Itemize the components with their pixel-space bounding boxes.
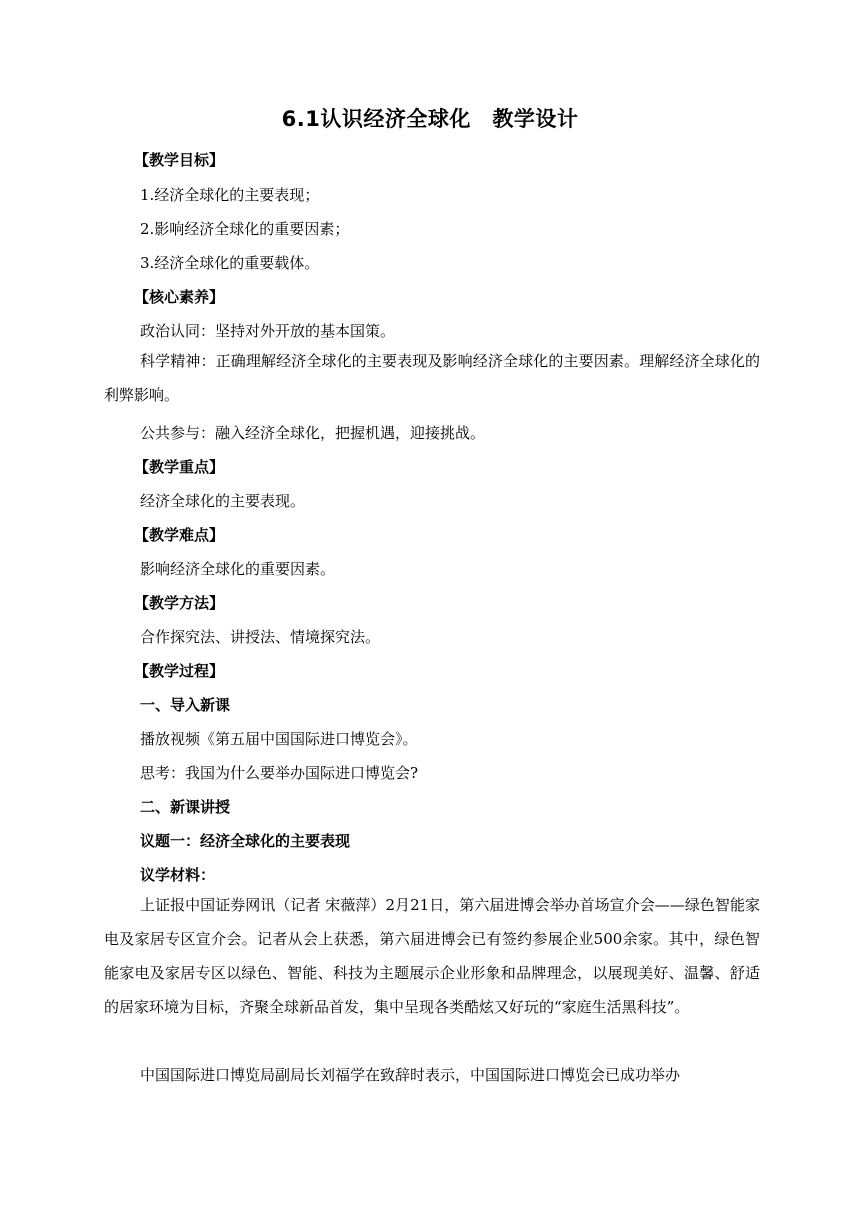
page-title: 6.1认识经济全球化 教学设计	[281, 107, 579, 131]
methods-heading: 【教学方法】	[134, 594, 225, 612]
objective-item: 3.经济全球化的重要载体。	[140, 254, 320, 272]
literacy-heading: 【核心素养】	[134, 288, 225, 306]
topic1-heading: 议题一：经济全球化的主要表现	[140, 832, 351, 850]
process-heading: 【教学过程】	[134, 662, 225, 680]
new-lesson-heading: 二、新课讲授	[140, 798, 231, 816]
intro-question: 思考：我国为什么要举办国际进口博览会?	[140, 764, 419, 782]
material-paragraph: 中国国际进口博览局副局长刘福学在致辞时表示，中国国际进口博览会已成功举办	[140, 1066, 681, 1084]
objective-item: 2.影响经济全球化的重要因素；	[140, 220, 350, 238]
material-paragraph: 上证报中国证券网讯（记者 宋薇萍）2月21日，第六届进博会举办首场宣介会——绿色智能家电及家居专区宣介会。记者从会上获悉，第六届进博会已有签约参展企业500余家。其中，绿色智能家电及家居专区以绿色、智能、科技为主题展示企业形象和品牌理念，以展现美好、温馨、舒适的居家环境为目标，齐聚全球新品首发，集中呈现各类酷炫又好玩的“家庭生活黑科技”。	[104, 896, 760, 1016]
objectives-heading: 【教学目标】	[134, 151, 225, 169]
methods-text: 合作探究法、讲授法、情境探究法。	[140, 628, 381, 646]
literacy-public: 公共参与：融入经济全球化，把握机遇，迎接挑战。	[140, 424, 486, 442]
literacy-political: 政治认同：坚持对外开放的基本国策。	[140, 322, 396, 340]
objective-item: 1.经济全球化的主要表现；	[140, 186, 320, 204]
difficulty-heading: 【教学难点】	[134, 526, 225, 544]
difficulty-text: 影响经济全球化的重要因素。	[140, 560, 336, 578]
intro-video: 播放视频《第五届中国国际进口博览会》。	[140, 730, 418, 748]
literacy-science: 科学精神：正确理解经济全球化的主要表现及影响经济全球化的主要因素。理解经济全球化的利弊影响。	[104, 352, 760, 404]
key-point-text: 经济全球化的主要表现。	[140, 492, 306, 510]
key-point-heading: 【教学重点】	[134, 458, 225, 476]
material-heading: 议学材料：	[140, 866, 216, 884]
intro-heading: 一、导入新课	[140, 696, 231, 714]
